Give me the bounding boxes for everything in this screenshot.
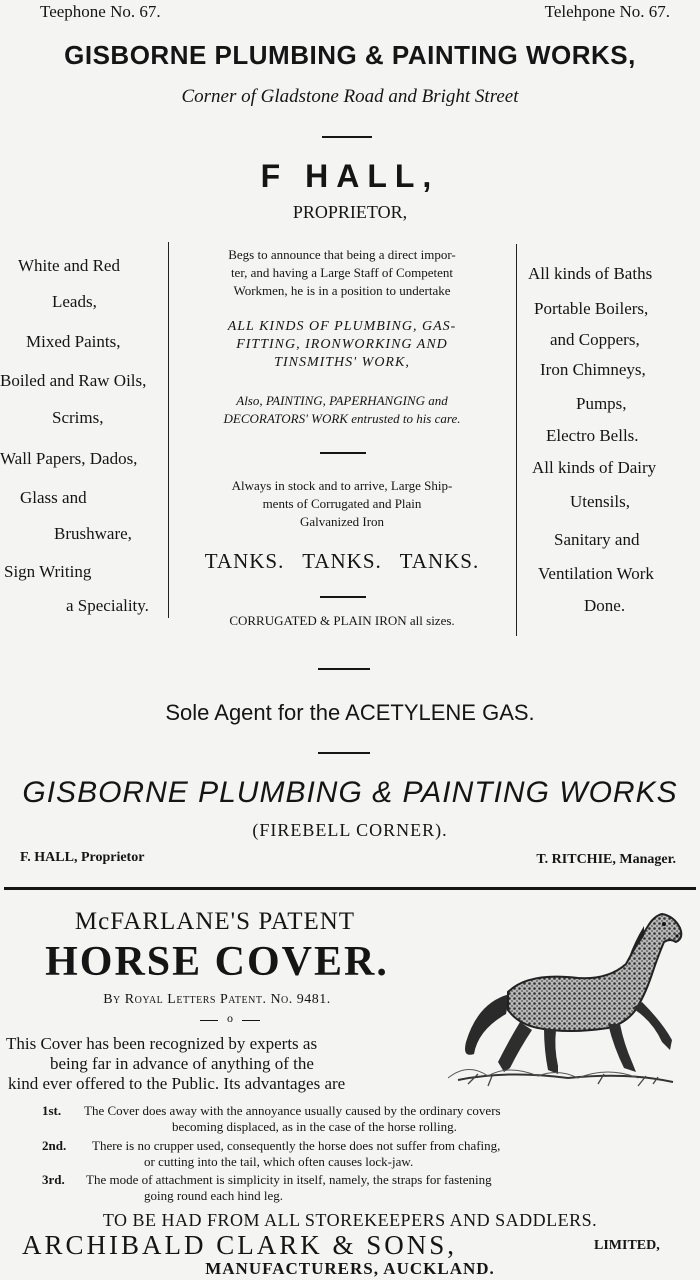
point-text: The mode of attachment is simplicity in itself, namely, the straps for fastening	[86, 1172, 492, 1187]
ad-separator	[4, 887, 696, 890]
point-text: There is no crupper used, consequently the horse does not suffer from chafing,	[92, 1138, 501, 1153]
right-item: Iron Chimneys,	[540, 360, 646, 379]
also-line: DECORATORS' WORK entrusted to his care.	[223, 411, 461, 426]
left-item: Mixed Paints,	[26, 332, 121, 351]
divider	[320, 596, 366, 598]
horse-intro-line: being far in advance of anything of the	[50, 1054, 314, 1073]
intro-line: ter, and having a Large Staff of Competent	[230, 265, 454, 280]
iron-sizes: CORRUGATED & PLAIN IRON all sizes.	[229, 613, 455, 628]
sole-agent: Sole Agent for the ACETYLENE GAS.	[165, 700, 535, 725]
intro-block	[172, 246, 512, 300]
also-line: Also, PAINTING, PAPERHANGING and	[236, 393, 448, 408]
company: ARCHIBALD CLARK & SONS,	[22, 1230, 458, 1260]
phone-right: Telehpone No. 67.	[544, 2, 670, 21]
divider	[320, 452, 366, 454]
footer-manager: T. RITCHIE, Manager.	[536, 852, 676, 867]
also-block	[172, 392, 512, 428]
left-item: White and Red	[18, 256, 120, 275]
stock-line: Always in stock and to arrive, Large Ship-	[231, 478, 453, 493]
location: (FIREBELL CORNER).	[252, 820, 448, 840]
divider	[318, 668, 370, 670]
point-text: becoming displaced, as in the case of the horse rolling.	[172, 1119, 457, 1134]
left-item: Scrims,	[52, 408, 104, 427]
intro-line: Begs to announce that being a direct impor-	[228, 247, 456, 262]
point-label: 2nd.	[42, 1138, 67, 1153]
column-rule	[168, 242, 169, 618]
point-text: or cutting into the tail, which often causes lock-jaw.	[144, 1154, 414, 1169]
stock-line: Galvanized Iron	[299, 514, 385, 529]
horse-intro	[4, 1034, 434, 1094]
tanks: TANKS. TANKS. TANKS.	[204, 549, 480, 573]
right-item: and Coppers,	[550, 330, 640, 349]
horse-product: HORSE COVER.	[45, 939, 389, 985]
left-item: Wall Papers, Dados,	[0, 449, 138, 468]
services-line: ALL KINDS OF PLUMBING, GAS-	[227, 319, 457, 334]
left-item: Sign Writing	[4, 562, 92, 581]
point-label: 1st.	[42, 1103, 62, 1118]
left-item: Boiled and Raw Oils,	[0, 371, 147, 390]
manufacturers: MANUFACTURERS, AUCKLAND.	[205, 1259, 495, 1278]
divider	[322, 136, 372, 138]
horse-intro-line: This Cover has been recognized by experts as	[6, 1034, 318, 1053]
horse-illustration	[448, 902, 694, 1092]
right-item: Ventilation Work	[538, 564, 654, 583]
right-item: Electro Bells.	[546, 426, 639, 445]
horse-patent: By Royal Letters Patent. No. 9481.	[103, 992, 331, 1007]
services-line: TINSMITHS' WORK,	[274, 355, 410, 370]
divider	[318, 752, 370, 754]
left-item: a Speciality.	[66, 596, 149, 615]
stock-line: ments of Corrugated and Plain	[262, 496, 422, 511]
point-text: going round each hind leg.	[144, 1188, 283, 1203]
proprietor-title: PROPRIETOR,	[292, 202, 408, 222]
column-rule	[516, 244, 517, 636]
left-item: Glass and	[20, 488, 87, 507]
intro-line: Workmen, he is in a position to undertake	[233, 283, 451, 298]
horse-maker: McFARLANE'S PATENT	[74, 908, 356, 935]
proprietor-name: F HALL,	[260, 158, 440, 194]
right-item: Portable Boilers,	[534, 299, 649, 318]
left-item: Brushware,	[54, 524, 132, 543]
point-label: 3rd.	[42, 1172, 65, 1187]
services-block	[172, 318, 512, 372]
right-item: Utensils,	[570, 492, 630, 511]
company-suffix: LIMITED,	[594, 1238, 660, 1253]
right-item: Sanitary and	[554, 530, 640, 549]
left-item: Leads,	[52, 292, 97, 311]
stock-block	[172, 477, 512, 531]
right-item: Done.	[584, 596, 626, 615]
right-item: All kinds of Baths	[528, 264, 653, 283]
point-text: The Cover does away with the annoyance usually caused by the ordinary covers	[84, 1103, 501, 1118]
business-name: GISBORNE PLUMBING & PAINTING WORKS,	[64, 40, 636, 70]
services-line: FITTING, IRONWORKING AND	[236, 337, 448, 352]
right-item: Pumps,	[576, 394, 627, 413]
phone-left: Teephone No. 67.	[40, 2, 161, 21]
horse-intro-line: kind ever offered to the Public. Its advantages are	[8, 1074, 346, 1093]
ornament: o	[218, 1011, 242, 1026]
footer-proprietor: F. HALL, Proprietor	[20, 850, 145, 865]
availability: TO BE HAD FROM ALL STOREKEEPERS AND SADDLERS.	[102, 1210, 598, 1230]
right-item: All kinds of Dairy	[532, 458, 657, 477]
address: Corner of Gladstone Road and Bright Street	[181, 86, 519, 107]
business-name-footer: GISBORNE PLUMBING & PAINTING WORKS	[22, 776, 678, 809]
